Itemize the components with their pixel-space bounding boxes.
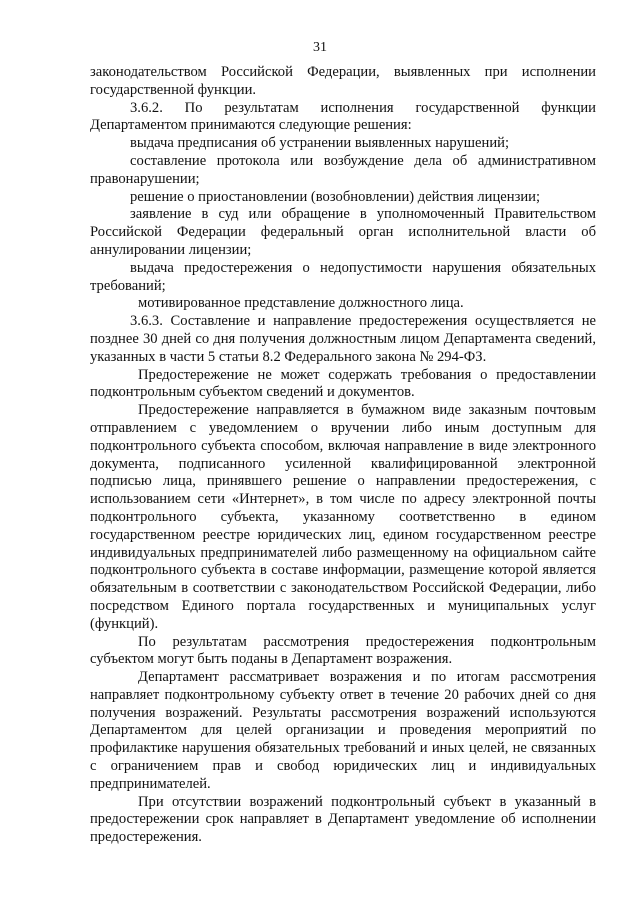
paragraph: Предостережение направляется в бумажном виде заказным почтовым отправлением с уведомлением о вручении либо иным доступным для подконтрольного субъекта способом, включая направление в виде электронного документа, подписанного усиленной квалифицированной электронной подписью лица, принявшего решение о направлении предостережения, с использованием сети «Интернет», в том числе по адресу электронной почты подконтрольного субъекта, указанному соответственно в едином государственном реестре юридических лиц, едином государственном реестре индивидуальных предпринимателей либо размещенному на официальном сайте подконтрольного субъекта в составе информации, размещение которой является обязательным в соответствии с законодательством Российской Федерации, либо посредством Единого портала государственных и муниципальных услуг (функций). (90, 402, 596, 632)
list-item: заявление в суд или обращение в уполномоченный Правительством Российской Федерации федеральный орган исполнительной власти об аннулировании лицензии; (90, 206, 596, 258)
list-item: выдача предписания об устранении выявленных нарушений; (130, 135, 509, 152)
paragraph: По результатам рассмотрения предостережения подконтрольным субъектом могут быть поданы в Департамент возражения. (90, 633, 596, 668)
paragraph: 3.6.2. По результатам исполнения государственной функции Департаментом принимаются следующие решения: (90, 99, 596, 134)
paragraph: законодательством Российской Федерации, выявленных при исполнении государственной функции. (90, 64, 596, 98)
paragraph: Предостережение не может содержать требования о предоставлении подконтрольным субъектом сведений и документов. (90, 366, 596, 401)
paragraph: 3.6.3. Составление и направление предостережения осуществляется не позднее 30 дней со дня получения должностным лицом Департамента сведений, указанных в части 5 статьи 8.2 Федерального закона № 294-ФЗ. (90, 313, 596, 365)
document-body (90, 64, 596, 847)
list-item: мотивированное представление должностного лица. (138, 295, 464, 312)
list-item: составление протокола или возбуждение дела об административном правонарушении; (90, 152, 596, 187)
paragraph: При отсутствии возражений подконтрольный субъект в указанный в предостережении срок направляет в Департамент уведомление об исполнении предостережения. (90, 793, 596, 846)
page-number: 31 (313, 40, 327, 55)
list-item: выдача предостережения о недопустимости нарушения обязательных требований; (90, 259, 596, 294)
list-item: решение о приостановлении (возобновлении) действия лицензии; (130, 188, 541, 205)
paragraph: Департамент рассматривает возражения и по итогам рассмотрения направляет подконтрольному субъекту ответ в течение 20 рабочих дней со дня получения возражений. Результаты рассмотрения возражений используются Департаментом для целей организации и проведения мероприятий по профилактике нарушения обязательных требований и иных целей, не связанных с ограничением прав и свобод юридических лиц и индивидуальных предпринимателей. (90, 669, 596, 792)
